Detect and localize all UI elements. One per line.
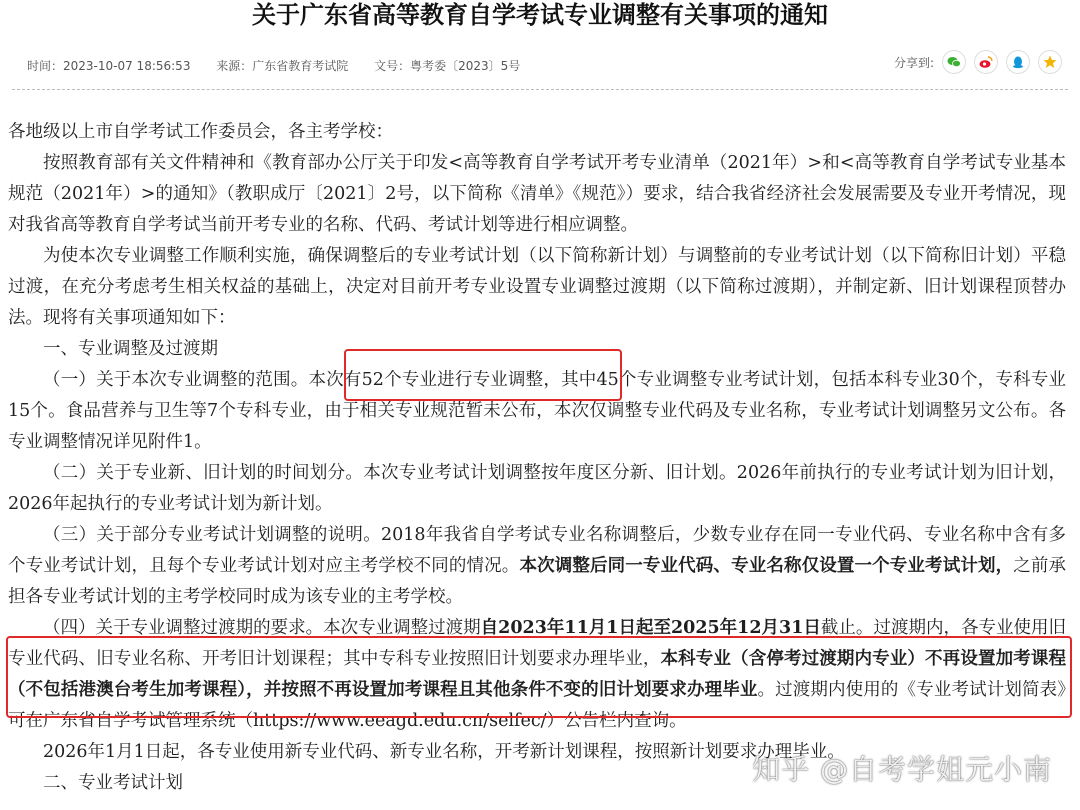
share-qzone-button[interactable] — [1038, 50, 1062, 74]
weibo-icon — [978, 54, 994, 70]
paragraph-new-plan: 2026年1月1日起，各专业使用新专业代码、新专业名称，开考新计划课程，按照新计划要求办理毕业。 — [43, 742, 845, 762]
scope-highlight: 本次有52个专业进行专业调整， — [308, 370, 562, 390]
salutation: 各地级以上市自学考试工作委员会，各主考学校： — [8, 122, 393, 142]
scope-rest: 其中45个专业调整专业考试计划，包括本科专业30个，专科专业15个。食品营养与卫生等7个专科专业，由于相关专业规范暂未公布，本次仅调整专业代码及专业名称，专业考试计划调整另文公布。各专业调整情况详见附件1。 — [8, 370, 1066, 452]
transition-bold-rule: 本科专业（含停考过渡期内专业）不再设置加考课程（不包括港澳台考生加考课程），并按照不再设置加考课程且其他条件不变的旧计划要求办理毕业 — [8, 649, 1066, 700]
share-wechat-button[interactable] — [942, 50, 966, 74]
paragraph-purpose: 为使本次专业调整工作顺利实施，确保调整后的专业考试计划（以下简称新计划）与调整前的专业考试计划（以下简称旧计划）平稳过渡，在充分考虑考生相关权益的基础上，决定对目前开考专业设置专业调整过渡期（以下简称过渡期），并制定新、旧计划课程顶替办法。现将有关事项通知如下： — [8, 246, 1066, 328]
paragraph-scope — [8, 365, 1066, 458]
wechat-icon — [946, 54, 962, 70]
section-heading-2: 二、专业考试计划 — [43, 773, 183, 793]
transition-mid: 截止。过渡期内，各专业使用旧专业代码、旧专业名称、开考旧计划课程；其中专科专业按照旧计划要求办理毕业， — [8, 618, 1067, 669]
source: 来源：广东省教育考试院 — [216, 59, 349, 73]
share-bar — [894, 49, 1062, 75]
paragraph-transition — [8, 613, 1066, 737]
paragraph-basis: 按照教育部有关文件精神和《教育部办公厅关于印发<高等教育自学考试开考专业清单（2021年）>和<高等教育自学考试专业基本规范（2021年）>的通知》（教职成厅〔2021〕2号，以下简称《清单》《规范》）要求，结合我省经济社会发展需要及专业开考情况，现对我省高等教育自学考试当前开考专业的名称、代码、考试计划等进行相应调整。 — [8, 153, 1066, 235]
section-heading-1: 一、专业调整及过渡期 — [43, 339, 218, 359]
share-label: 分享到: — [893, 55, 934, 70]
publish-time: 时间：2023-10-07 18:56:53 — [27, 59, 191, 73]
article-meta — [27, 57, 542, 74]
qq-icon — [1010, 54, 1026, 70]
transition-rest: 。过渡期内使用的《专业考试计划简表》可在广东省自学考试管理系统（https://www.eeagd.edu.cn/selfec/）公告栏内查询。 — [8, 680, 1066, 731]
share-weibo-button[interactable] — [974, 50, 998, 74]
qzone-icon — [1042, 54, 1058, 70]
document-number: 文号：粤考委〔2023〕5号 — [374, 59, 521, 73]
scope-lead: （一）关于本次专业调整的范围。 — [43, 370, 309, 390]
divider — [12, 89, 1068, 90]
plan-note-lead: （三）关于部分专业考试计划调整的说明。2018年我省自学考试专业名称调整后，少数专业存在同一专业代码、专业名称中含有多个专业考试计划，且每个专业考试计划对应主考学校不同的情况。 — [8, 525, 1066, 576]
plan-note-rest: 之前承担各专业考试计划的主考学校同时成为该专业的主考学校。 — [8, 556, 1067, 607]
share-qq-button[interactable] — [1006, 50, 1030, 74]
paragraph-time-division: （二）关于专业新、旧计划的时间划分。本次专业考试计划调整按年度区分新、旧计划。2026年前执行的专业考试计划为旧计划，2026年起执行的专业考试计划为新计划。 — [8, 463, 1066, 514]
transition-dates: 自2023年11月1日起至2025年12月31日 — [480, 618, 821, 638]
transition-lead: （四）关于专业调整过渡期的要求。本次专业调整过渡期 — [43, 618, 481, 638]
paragraph-plan-note — [8, 520, 1066, 613]
article-body — [8, 117, 1066, 799]
page-title: 关于广东省高等教育自学考试专业调整有关事项的通知 — [252, 1, 828, 29]
plan-note-bold: 本次调整后同一专业代码、专业名称仅设置一个专业考试计划， — [519, 556, 1014, 576]
watermark: 知乎 @自考学姐元小南 — [752, 753, 1052, 786]
